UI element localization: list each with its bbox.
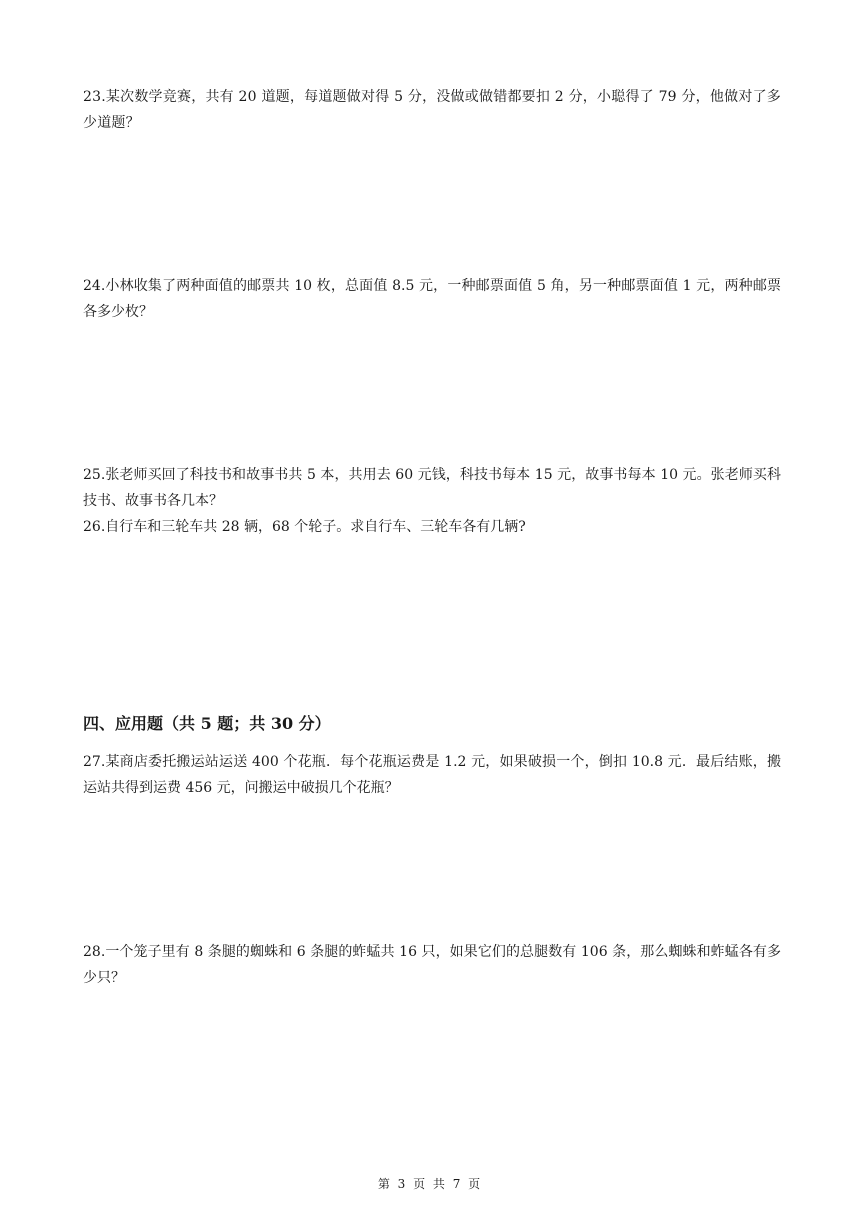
- question-27: 27.某商店委托搬运站运送 400 个花瓶．每个花瓶运费是 1.2 元，如果破损一个，倒扣 10.8 元．最后结账，搬运站共得到运费 456 元，问搬运中破损几个花瓶？: [83, 754, 781, 796]
- section-heading-applied-problems: 四、应用题（共 5 题；共 30 分）: [83, 714, 331, 733]
- question-25: 25.张老师买回了科技书和故事书共 5 本，共用去 60 元钱，科技书每本 15 元，故事书每本 10 元。张老师买科技书、故事书各几本？: [83, 467, 781, 509]
- page-footer: 第 3 页 共 7 页: [377, 1177, 483, 1191]
- question-24: 24.小林收集了两种面值的邮票共 10 枚，总面值 8.5 元，一种邮票面值 5 角，另一种邮票面值 1 元，两种邮票各多少枚？: [83, 278, 781, 320]
- question-23: 23.某次数学竞赛，共有 20 道题，每道题做对得 5 分，没做或做错都要扣 2 分，小聪得了 79 分，他做对了多少道题？: [83, 89, 781, 131]
- question-28: 28.一个笼子里有 8 条腿的蜘蛛和 6 条腿的蚱蜢共 16 只，如果它们的总腿数有 106 条，那么蜘蛛和蚱蜢各有多少只？: [83, 944, 781, 986]
- question-26: 26.自行车和三轮车共 28 辆，68 个轮子。求自行车、三轮车各有几辆?: [83, 519, 526, 535]
